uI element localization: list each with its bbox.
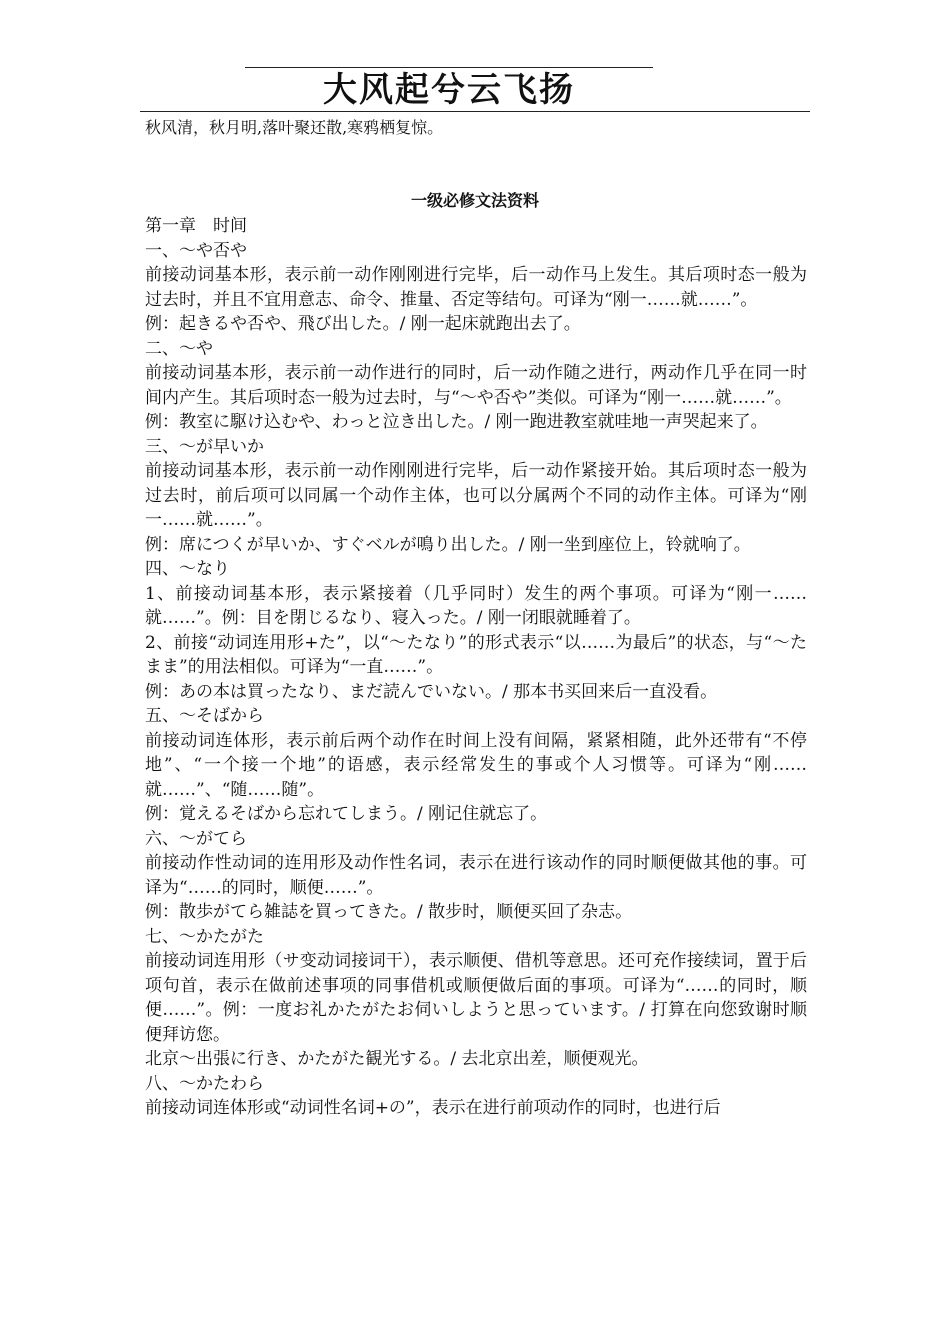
section-heading: 八、～かたわら (145, 1073, 264, 1094)
paragraph: 前接动词连体形或“动词性名词+の”，表示在进行前项动作的同时，也进行后 (145, 1098, 721, 1118)
header-bottom-rule (140, 111, 810, 112)
header-top-rule (245, 67, 653, 68)
paragraph: 前接动词基本形，表示前一动作进行的同时，后一动作随之进行，两动作几乎在同一时间内产生。其后项时态一般为过去时，与“～や否や”类似。可译为“刚一……就……”。 (145, 363, 807, 408)
section-heading: 七、～かたがた (145, 926, 264, 947)
document-title: 一级必修文法资料 (410, 191, 539, 210)
paragraph: 1、前接动词基本形，表示紧接着（几乎同时）发生的两个事项。可译为“刚一……就……”。例：目を閉じるなり、寝入った。/ 刚一闭眼就睡着了。 (145, 583, 807, 628)
example-line: 例：あの本は買ったなり、まだ読んでいない。/ 那本书买回来后一直没看。 (145, 681, 718, 702)
example-line: 北京～出張に行き、かたがた観光する。/ 去北京出差，顺便观光。 (145, 1049, 649, 1069)
paragraph: 前接动词基本形，表示前一动作刚刚进行完毕，后一动作马上发生。其后项时态一般为过去时，并且不宜用意志、命令、推量、否定等结句。可译为“刚一……就……”。 (145, 265, 807, 310)
section-heading: 六、～がてら (145, 828, 247, 849)
section-heading: 二、～や (145, 338, 213, 359)
header-title: 大风起兮云飞扬 (323, 70, 575, 110)
section-heading: 四、～なり (145, 559, 230, 579)
paragraph: 前接动作性动词的连用形及动作性名词，表示在进行该动作的同时顺便做其他的事。可译为“……的同时，顺便……”。 (145, 853, 807, 898)
document-body (145, 214, 807, 1121)
example-line: 例：起きるや否や、飛び出した。/ 刚一起床就跑出去了。 (145, 314, 581, 334)
header-motto: 秋风清，秋月明,落叶聚还散,寒鸦栖复惊。 (145, 118, 444, 137)
paragraph: 前接动词连体形，表示前后两个动作在时间上没有间隔，紧紧相随，此外还带有“不停地”、“一个接一个地”的语感，表示经常发生的事或个人习惯等。可译为“刚……就……”、“随……随”。 (145, 730, 807, 800)
example-line: 例：教室に駆け込むや、わっと泣き出した。/ 刚一跑进教室就哇地一声哭起来了。 (145, 412, 768, 432)
section-heading: 三、～が早いか (145, 436, 264, 457)
section-heading: 一、～や否や (145, 240, 247, 261)
example-line: 例：席につくが早いか、すぐベルが鳴り出した。/ 刚一坐到座位上，铃就响了。 (145, 534, 751, 555)
example-line: 例：散歩がてら雑誌を買ってきた。/ 散步时，顺便买回了杂志。 (145, 902, 633, 922)
example-line: 例：覚えるそばから忘れてしまう。/ 刚记住就忘了。 (145, 804, 548, 824)
paragraph: 前接动词基本形，表示前一动作刚刚进行完毕，后一动作紧接开始。其后项时态一般为过去时，前后项可以同属一个动作主体，也可以分属两个不同的动作主体。可译为“刚一……就……”。 (145, 461, 807, 530)
section-heading: 五、～そばから (145, 706, 264, 726)
paragraph: 前接动词连用形（サ变动词接词干），表示顺便、借机等意思。还可充作接续词，置于后项句首，表示在做前述事项的同事借机或顺便做后面的事项。可译为“……的同时，顺便……”。例：一度お礼かたがたお伺いしようと思っています。/ 打算在向您致谢时顺便拜访您。 (145, 951, 807, 1045)
paragraph: 2、前接“动词连用形+た”，以“～たなり”的形式表示“以……为最后”的状态，与“～たまま”的用法相似。可译为“一直……”。 (145, 632, 807, 677)
chapter-heading: 第一章 时间 (145, 216, 247, 236)
